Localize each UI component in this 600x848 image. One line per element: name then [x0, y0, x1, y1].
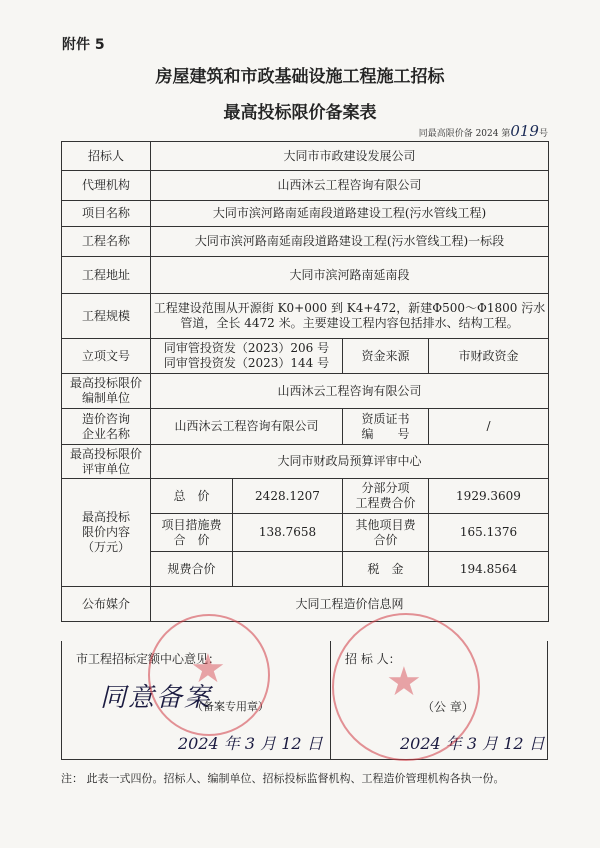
review-label-line2: 评审单位 — [81, 461, 130, 476]
document-title-line1: 房屋建筑和市政基础设施工程施工招标 — [155, 67, 445, 87]
cert-label-line1: 资质证书 — [361, 411, 410, 426]
document-title-line2: 最高投标限价备案表 — [223, 103, 377, 123]
scale-label: 工程规模 — [62, 294, 151, 339]
consult-label — [62, 409, 151, 445]
right-signature-date: 2024 年 3 月 12 日 — [400, 734, 545, 753]
engineering-label: 工程名称 — [62, 227, 151, 257]
subitem-value: 1929.3609 — [429, 479, 549, 514]
measure-value: 138.7658 — [233, 514, 343, 552]
consult-label-line1: 造价咨询 — [81, 411, 130, 426]
scale-value: 工程建设范围从开源街 K0+000 到 K4+472，新建Φ500～Φ1800 污水管道，全长 4472 米。主要建设工程内容包括排水、结构工程。 — [151, 294, 549, 339]
subitem-label-line2: 工程费合价 — [355, 496, 416, 510]
row-address — [62, 257, 549, 294]
approval-handwriting: 同意备案 — [100, 683, 213, 713]
address-value: 大同市滨河路南延南段 — [151, 257, 549, 294]
subitem-label-line1: 分部分项 — [361, 481, 410, 495]
cert-value: / — [429, 409, 549, 445]
footer-note: 注： 此表一式四份。招标人、编制单位、招标投标监督机构、工程造价管理机构各执一份。 — [61, 772, 505, 785]
agency-value: 山西沐云工程咨询有限公司 — [151, 171, 549, 201]
tenderer-signature-label: 招 标 人： — [345, 652, 401, 666]
other-value: 165.1376 — [429, 514, 549, 552]
row-agency — [62, 171, 549, 201]
official-seal-note: （公 章） — [422, 700, 474, 714]
total-label: 总 价 — [151, 479, 233, 514]
fund-label: 资金来源 — [343, 339, 429, 374]
filing-prefix: 同最高限价备 2024 第 — [418, 129, 511, 139]
left-signature-date: 2024 年 3 月 12 日 — [178, 734, 323, 753]
fee-label: 规费合价 — [151, 552, 233, 587]
measure-label — [151, 514, 233, 552]
engineering-value: 大同市滨河路南延南段道路建设工程(污水管线工程)一标段 — [151, 227, 549, 257]
approval-value — [151, 339, 343, 374]
tenderer-seal-stamp — [332, 613, 480, 761]
compiler-label-line1: 最高投标限价 — [69, 376, 142, 390]
media-label: 公布媒介 — [62, 587, 151, 622]
cert-label-line2: 编 号 — [361, 426, 410, 441]
row-content-total — [62, 479, 549, 514]
compiler-label — [62, 374, 151, 409]
row-compiler — [62, 374, 549, 409]
row-media — [62, 587, 549, 622]
attachment-label: 附件 5 — [62, 37, 105, 53]
tenderer-value: 大同市市政建设发展公司 — [151, 142, 549, 171]
filing-number-handwritten: 019 — [510, 122, 539, 140]
filing-suffix: 号 — [538, 129, 548, 139]
tax-value: 194.8564 — [429, 552, 549, 587]
approval-number-2: 同审管投资发（2023）144 号 — [163, 356, 330, 370]
other-label-line2: 合价 — [373, 532, 398, 547]
content-label-line3: （万元） — [81, 540, 130, 554]
subitem-label — [343, 479, 429, 514]
review-label — [62, 445, 151, 479]
filing-table — [61, 141, 549, 622]
row-scale — [62, 294, 549, 339]
row-tenderer — [62, 142, 549, 171]
row-engineering — [62, 227, 549, 257]
fund-value: 市财政资金 — [429, 339, 549, 374]
filing-seal-note: （备案专用章） — [192, 700, 269, 713]
total-value: 2428.1207 — [233, 479, 343, 514]
row-project — [62, 201, 549, 227]
signature-divider — [330, 641, 331, 759]
media-value: 大同工程造价信息网 — [151, 587, 549, 622]
measure-label-line1: 项目措施费 — [161, 517, 222, 532]
address-label: 工程地址 — [62, 257, 151, 294]
consult-label-line2: 企业名称 — [81, 426, 130, 441]
content-label — [62, 479, 151, 587]
measure-label-line2: 合 价 — [173, 532, 210, 547]
project-label: 项目名称 — [62, 201, 151, 227]
tax-label: 税 金 — [343, 552, 429, 587]
content-label-line2: 限价内容 — [81, 525, 130, 539]
other-label-line1: 其他项目费 — [355, 517, 416, 532]
other-label — [343, 514, 429, 552]
compiler-label-line2: 编制单位 — [81, 391, 130, 405]
quota-center-opinion-label: 市工程招标定额中心意见： — [76, 652, 221, 666]
project-value: 大同市滨河路南延南段道路建设工程(污水管线工程) — [151, 201, 549, 227]
row-approval — [62, 339, 549, 374]
review-label-line1: 最高投标限价 — [69, 446, 142, 461]
row-consult — [62, 409, 549, 445]
row-review — [62, 445, 549, 479]
seal-star-icon: ★ — [386, 659, 422, 705]
seal-star-icon: ★ — [190, 646, 226, 692]
review-value: 大同市财政局预算评审中心 — [151, 445, 549, 479]
approval-number-1: 同审管投资发（2023）206 号 — [163, 341, 330, 355]
approval-label: 立项文号 — [62, 339, 151, 374]
consult-value: 山西沐云工程咨询有限公司 — [151, 409, 343, 445]
cert-label — [343, 409, 429, 445]
filing-number — [419, 122, 548, 140]
filing-seal-stamp — [148, 614, 270, 736]
compiler-value: 山西沐云工程咨询有限公司 — [151, 374, 549, 409]
fee-value — [233, 552, 343, 587]
agency-label: 代理机构 — [62, 171, 151, 201]
tenderer-label: 招标人 — [62, 142, 151, 171]
content-label-line1: 最高投标 — [81, 510, 130, 524]
